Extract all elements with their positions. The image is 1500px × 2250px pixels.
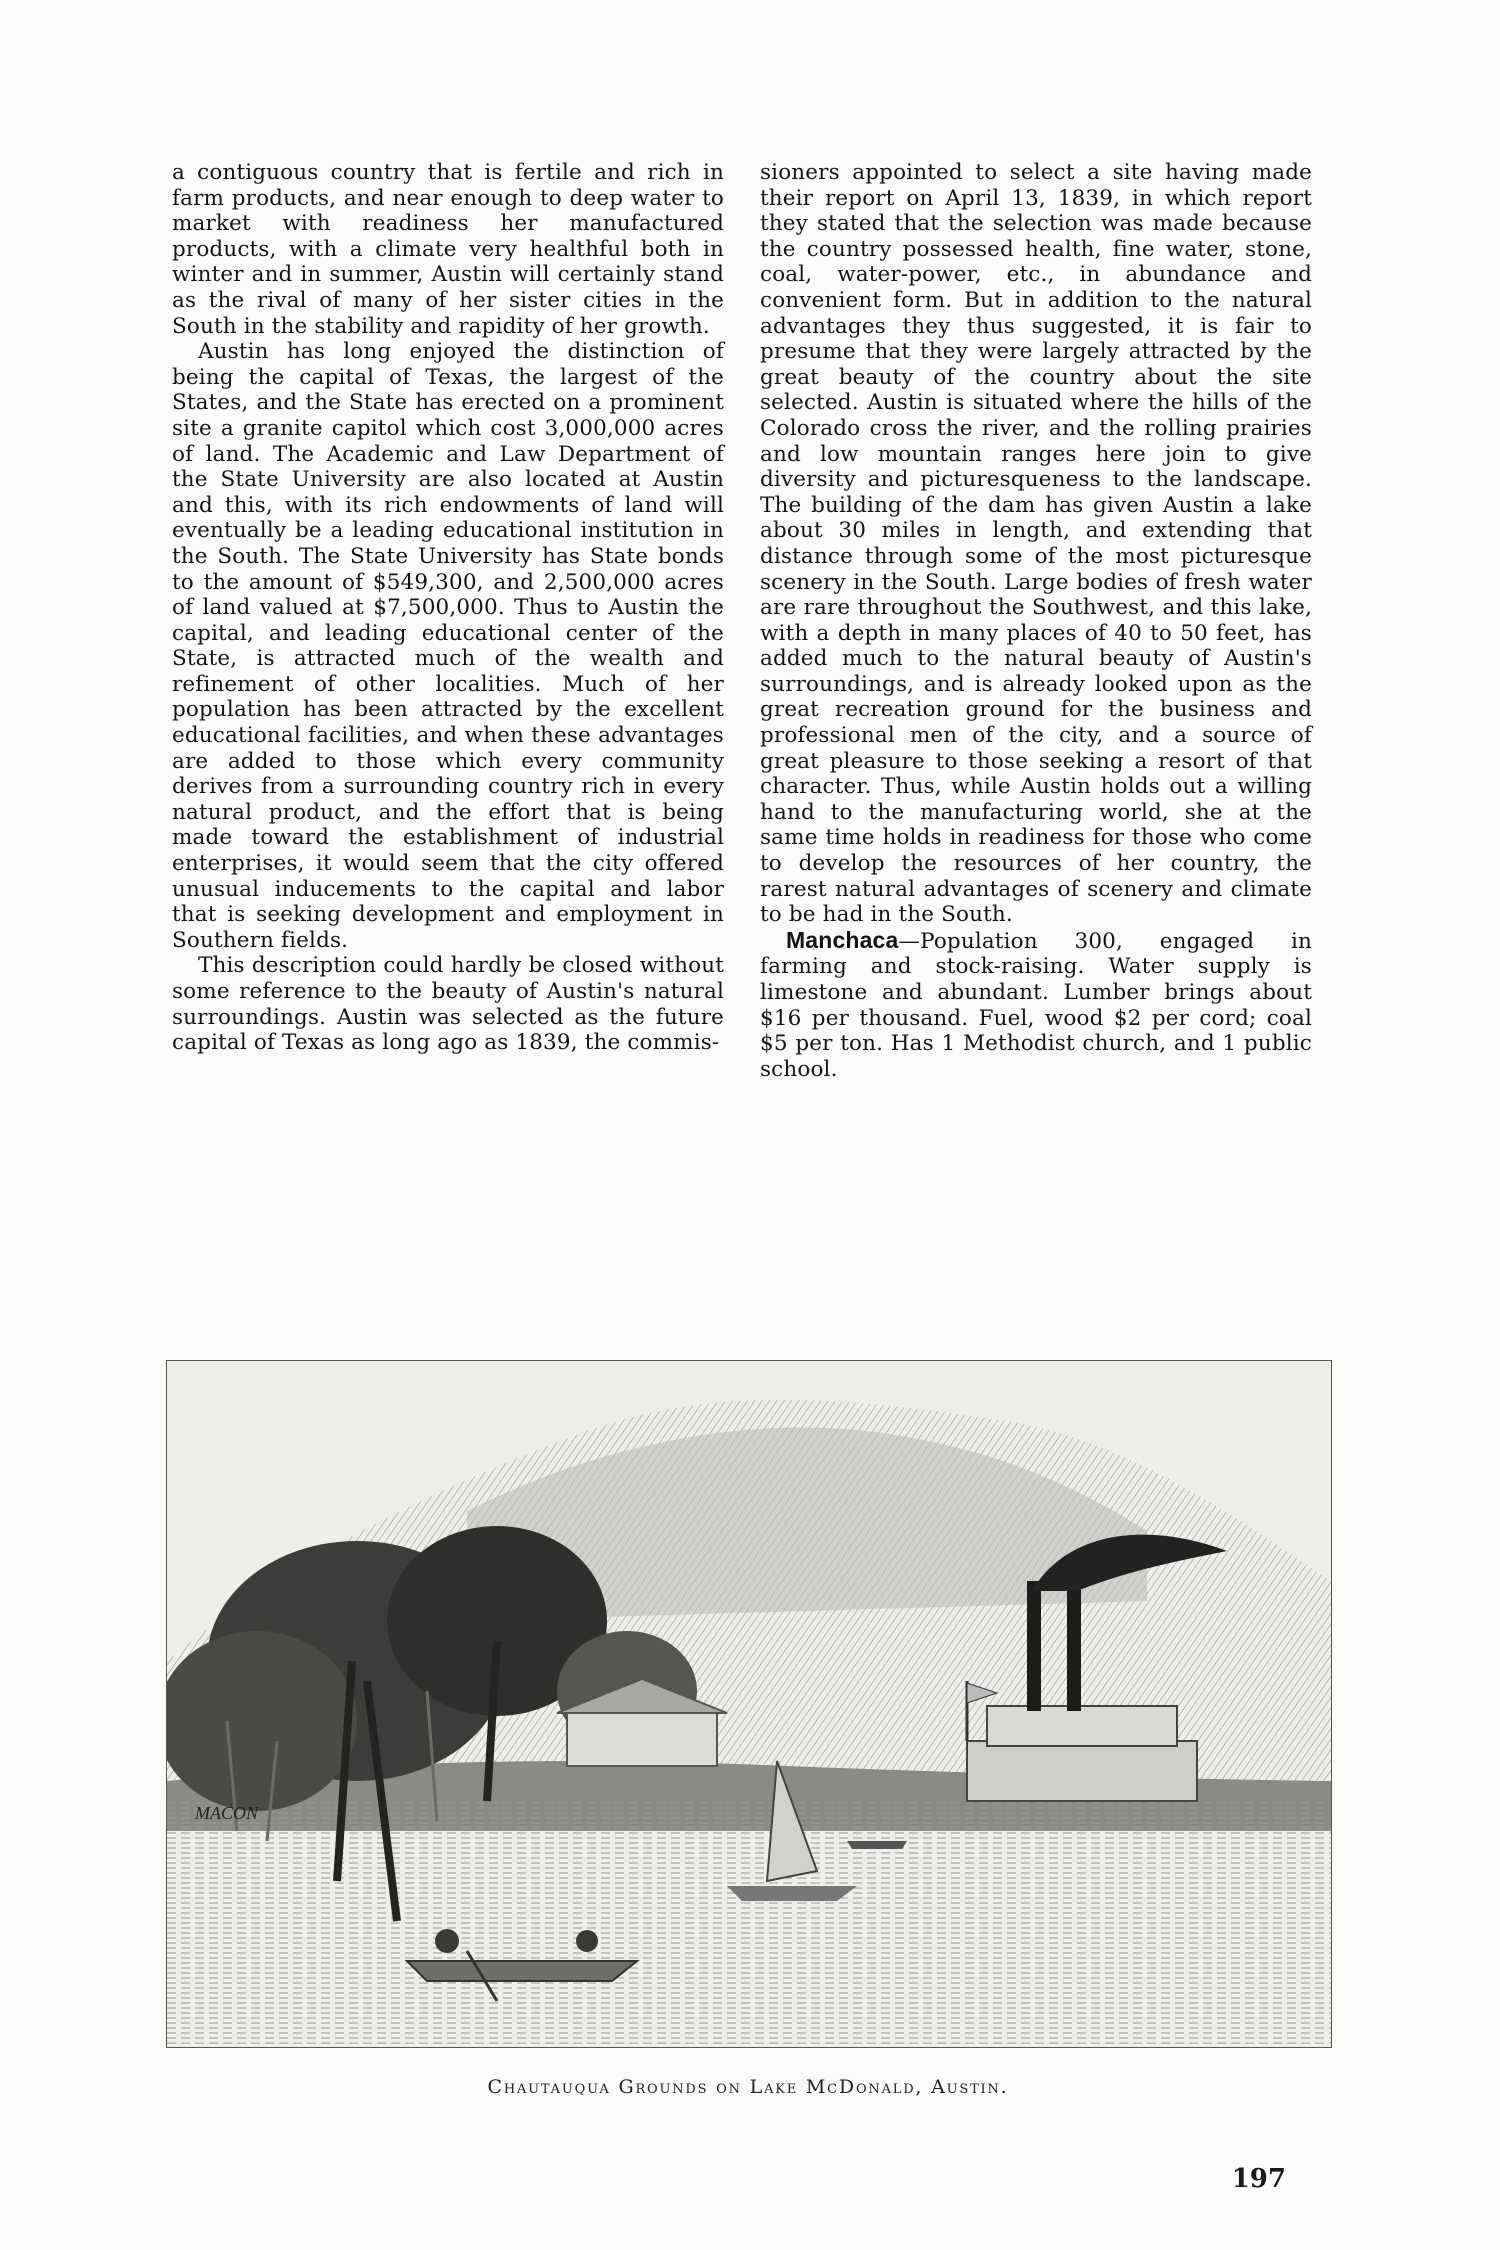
left-column (172, 160, 724, 1056)
lake-illustration (166, 1360, 1332, 2048)
paragraph: Austin has long enjoyed the distinction of being the capital of Texas, the largest of the States, and the State has erected on a prominent site a granite capitol which cost 3,000,000 acres of land. The Academic and Law Department of the State University are also located at Austin and this, with its rich endowments of land will eventually be a leading educational institution in the South. The State University has State bonds to the amount of $549,300, and 2,500,000 acres of land valued at $7,500,000. Thus to Austin the capital, and leading educational center of the State, is attracted much of the wealth and refinement of other localities. Much of her population has been attracted by the excellent educational facilities, and when these advantages are added to those which every community derives from a surrounding country rich in every natural product, and the effort that is being made toward the establishment of industrial enterprises, it would seem that the city offered unusual inducements to the capital and labor that is seeking development and employment in Southern fields. (172, 339, 724, 953)
paragraph: sioners appointed to select a site having made their report on April 13, 1839, in which report they stated that the selection was made because the country possessed health, fine water, stone, coal, water-power, etc., in abundance and convenient form. But in addition to the natural advantages they thus suggested, it is fair to presume that they were largely attracted by the great beauty of the country about the site selected. Austin is situated where the hills of the Colorado cross the river, and the rolling prairies and low mountain ranges here join to give diversity and picturesqueness to the landscape. The building of the dam has given Austin a lake about 30 miles in length, and extending that distance through some of the most picturesque scenery in the South. Large bodies of fresh water are rare throughout the Southwest, and this lake, with a depth in many places of 40 to 50 feet, has added much to the natural beauty of Austin's surroundings, and is already looked upon as the great recreation ground for the business and professional men of the city, and a source of great pleasure to those seeking a resort of that character. Thus, while Austin holds out a willing hand to the manufacturing world, she at the same time holds in readiness for those who come to develop the resources of her country, the rarest natural advantages of scenery and climate to be had in the South. (760, 160, 1312, 928)
artist-signature: MACON (195, 1803, 258, 1823)
gazetteer-entry (760, 928, 1312, 1083)
illustration-caption: Chautauqua Grounds on Lake McDonald, Austin. (487, 2076, 1009, 2098)
paragraph: This description could hardly be closed without some reference to the beauty of Austin's natural surroundings. Austin was selected as the future capital of Texas as long ago as 1839, the commis- (172, 953, 724, 1056)
entry-text: —Population 300, engaged in farming and stock-raising. Water supply is limestone and abundant. Lumber brings about $16 per thousand. Fuel, wood $2 per cord; coal $5 per ton. Has 1 Methodist church, and 1 public school. (760, 928, 1312, 1082)
entry-heading: Manchaca (786, 926, 899, 953)
page-number: 197 (1231, 2164, 1286, 2194)
right-column (760, 160, 1312, 1082)
engraving-image (167, 1361, 1331, 2047)
paragraph: a contiguous country that is fertile and rich in farm products, and near enough to deep water to market with readiness her manufactured products, with a climate very healthful both in winter and in summer, Austin will certainly stand as the rival of many of her sister cities in the South in the stability and rapidity of her growth. (172, 160, 724, 339)
